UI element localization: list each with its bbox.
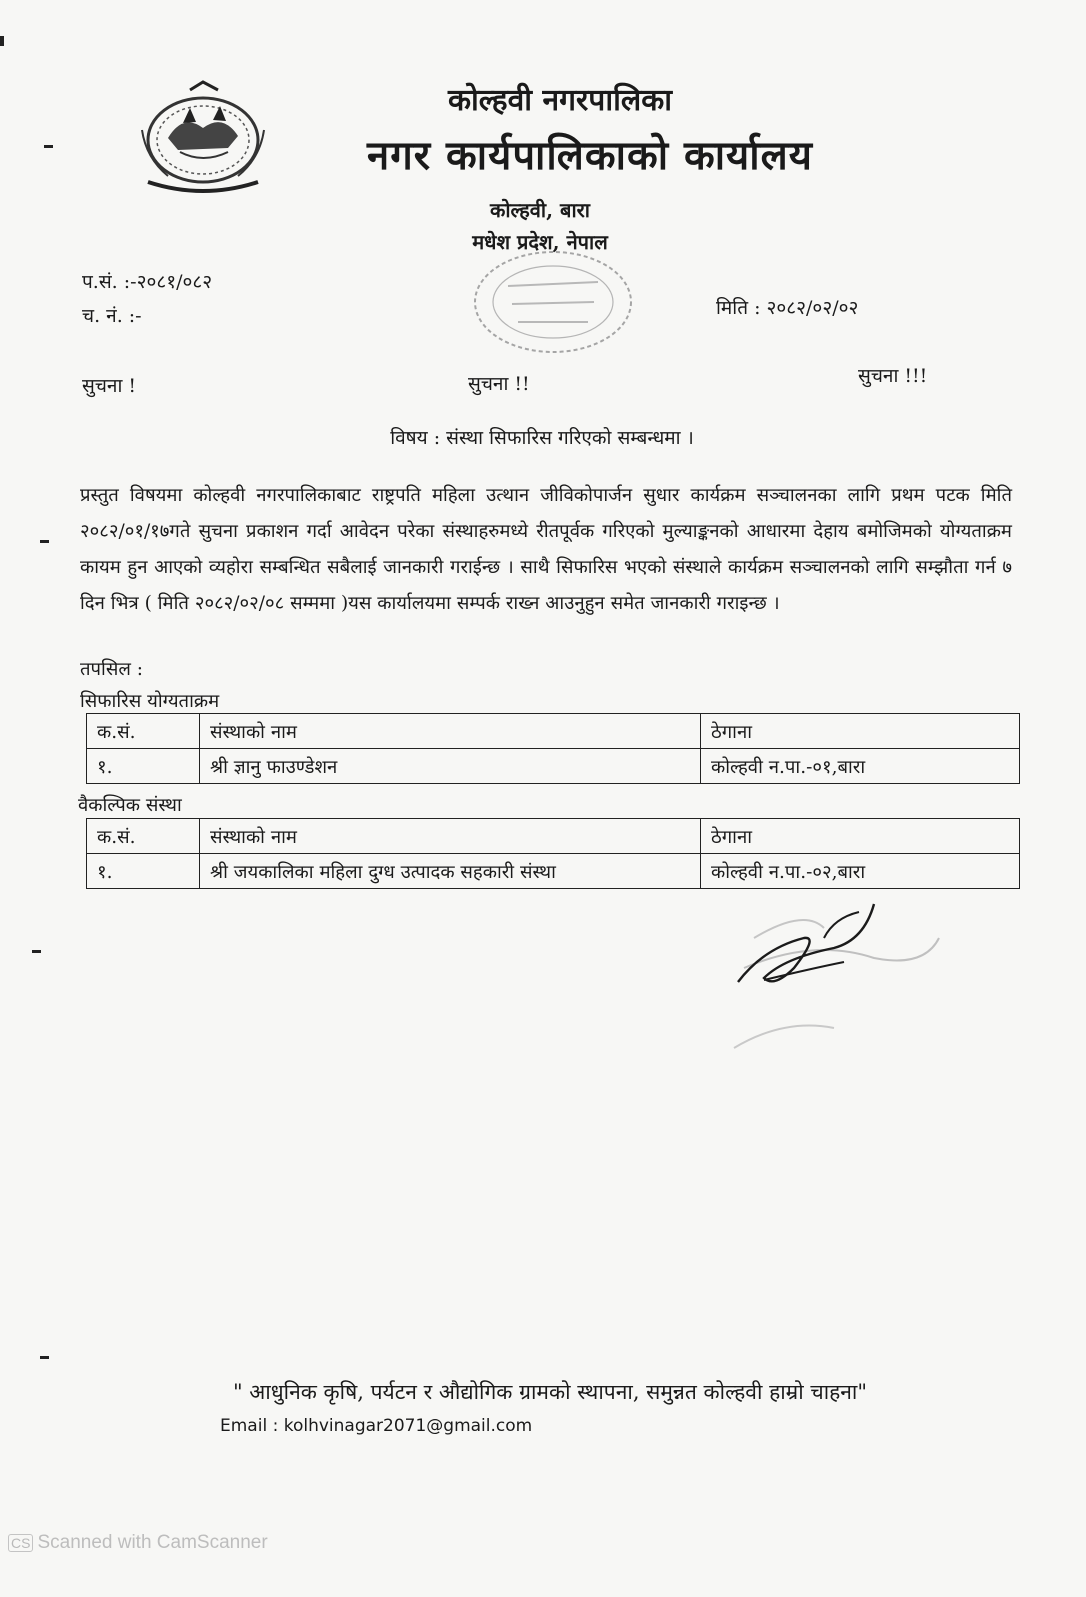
scan-mark	[40, 540, 49, 543]
cell-org-name: श्री जयकालिका महिला दुग्ध उत्पादक सहकारी संस्था	[200, 854, 701, 889]
letter-date: मिति : २०८२/०२/०२	[716, 297, 859, 319]
table-row	[87, 854, 1020, 889]
notice-heading-2: सुचना !!	[468, 373, 530, 395]
dispatch-number: च. नं. :-	[82, 305, 142, 327]
footer-email: Email : kolhvinagar2071@gmail.com	[220, 1416, 533, 1436]
notice-heading-3: सुचना !!!	[858, 365, 928, 387]
header-org-name: संस्थाको नाम	[200, 714, 701, 749]
address-line-2: मधेश प्रदेश, नेपाल	[472, 230, 608, 254]
header-address: ठेगाना	[701, 819, 1020, 854]
header-serial: क.सं.	[87, 714, 200, 749]
scanner-watermark-text: Scanned with CamScanner	[37, 1532, 268, 1553]
reference-number: प.सं. :-२०८१/०८२	[82, 271, 213, 293]
scan-mark	[44, 145, 53, 148]
header-address: ठेगाना	[701, 714, 1020, 749]
header-org-name: संस्थाको नाम	[200, 819, 701, 854]
recommended-section-title: सिफारिस योग्यताक्रम	[80, 691, 220, 712]
camscanner-icon: CS	[8, 1534, 33, 1552]
details-label: तपसिल :	[80, 659, 144, 680]
table-header-row	[87, 819, 1020, 854]
office-name: नगर कार्यपालिकाको कार्यालय	[367, 132, 813, 179]
footer-motto: " आधुनिक कृषि, पर्यटन र औद्योगिक ग्रामको स्थापना, समुन्नत कोल्हवी हाम्रो चाहना"	[232, 1380, 868, 1404]
municipality-name: कोल्हवी नगरपालिका	[447, 83, 673, 118]
table-row	[87, 749, 1020, 784]
body-paragraph: प्रस्तुत विषयमा कोल्हवी नगरपालिकाबाट राष्ट्रपति महिला उत्थान जीविकोपार्जन सुधार कार्यक्रम सञ्चालनका लागि प्रथम पटक मिति २०८२/०१/१७गते सुचना प्रकाशन गर्दा आवेदन परेका संस्थाहरुमध्ये रीतपूर्वक गरिएको मुल्याङ्कनको आधारमा देहाय बमोजिमको योग्यताक्रम कायम हुन आएको व्यहोरा सम्बन्धित सबैलाई जानकारी गराईन्छ । साथै सिफारिस भएको संस्थाले कार्यक्रम सञ्चालनको लागि सम्झौता गर्न ७ दिन भित्र ( मिति २०८२/०२/०८ सम्ममा )यस कार्यालयमा सम्पर्क राख्न आउनुहुन समेत जानकारी गराइन्छ ।	[80, 485, 1012, 614]
scan-mark	[32, 950, 41, 953]
office-stamp	[468, 246, 638, 358]
cell-serial: १.	[87, 854, 200, 889]
cell-address: कोल्हवी न.पा.-०२,बारा	[701, 854, 1020, 889]
alternative-section-title: वैकल्पिक संस्था	[78, 795, 182, 816]
subject-line: विषय : संस्था सिफारिस गरिएको सम्बन्धमा ।	[390, 427, 694, 449]
signature-image	[724, 898, 954, 1068]
header-serial: क.सं.	[87, 819, 200, 854]
table-header-row	[87, 714, 1020, 749]
scan-mark	[0, 36, 4, 46]
scan-mark	[40, 1356, 49, 1359]
nepal-emblem-logo	[128, 78, 278, 198]
cell-org-name: श्री ज्ञानु फाउण्डेशन	[200, 749, 701, 784]
recommended-table	[86, 713, 1020, 784]
notice-heading-1: सुचना !	[82, 375, 137, 397]
alternative-table	[86, 818, 1020, 889]
scanner-watermark	[8, 1532, 268, 1554]
cell-serial: १.	[87, 749, 200, 784]
cell-address: कोल्हवी न.पा.-०१,बारा	[701, 749, 1020, 784]
address-line-1: कोल्हवी, बारा	[490, 198, 590, 222]
